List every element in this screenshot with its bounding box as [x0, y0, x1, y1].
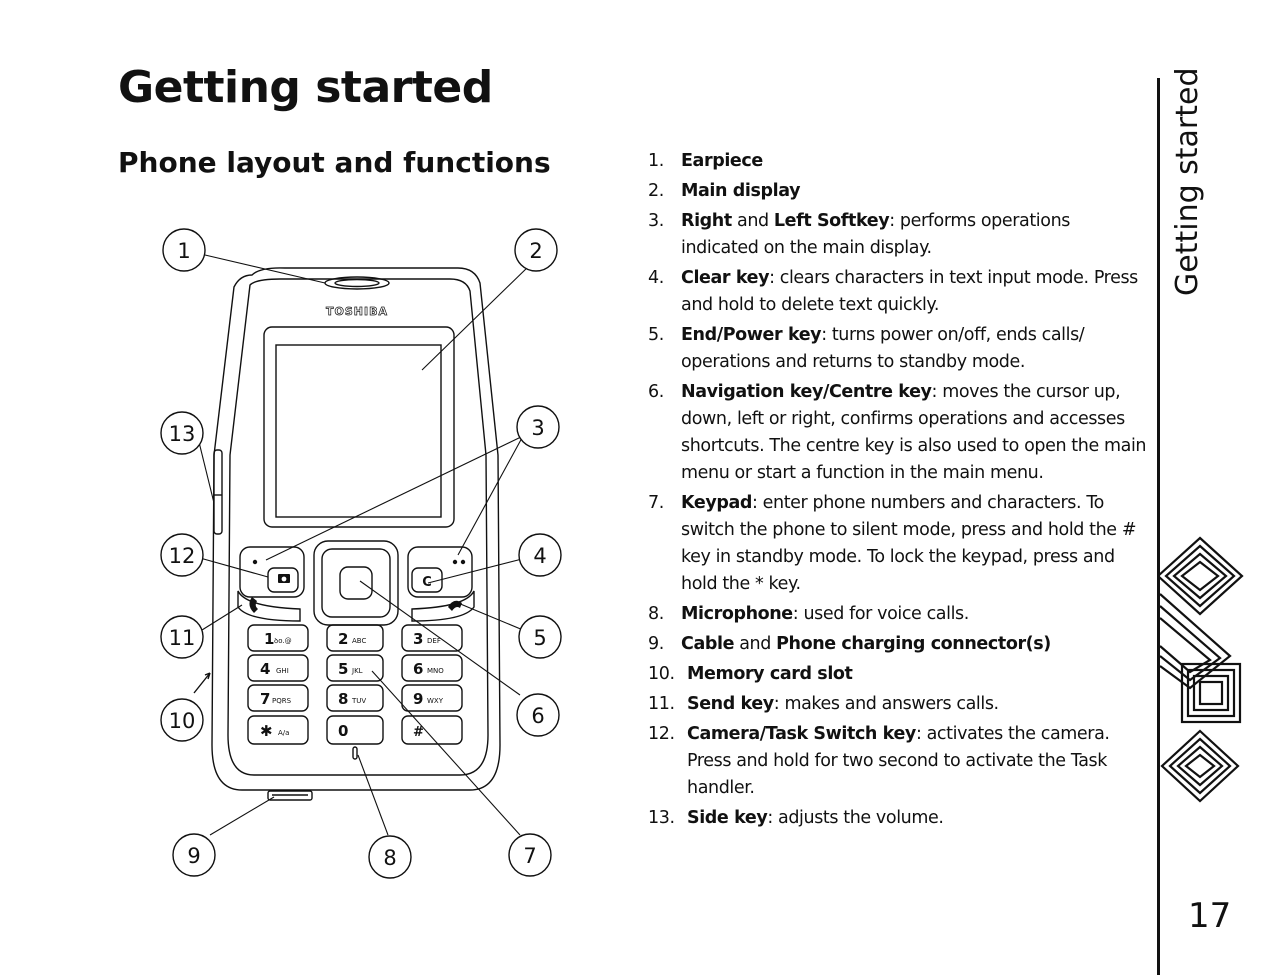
key-3-label: 3 [413, 630, 424, 648]
key-5-label: 5 [338, 660, 349, 678]
function-description: : used for voice calls. [792, 604, 969, 624]
svg-text:4: 4 [533, 544, 547, 568]
page-number: 17 [1188, 896, 1232, 936]
side-tab: Getting started [1170, 67, 1205, 296]
function-term: Left Softkey [773, 211, 890, 231]
function-number: 1. [648, 151, 664, 171]
function-number: 4. [648, 268, 664, 288]
svg-text:11: 11 [168, 626, 196, 650]
function-item [648, 631, 1150, 658]
function-item [648, 721, 1150, 802]
key-2-label: 2 [338, 630, 349, 648]
display-frame [264, 327, 454, 527]
function-description: : clears characters in text input mode. Press and hold to delete text quickly. [681, 268, 1138, 315]
centre-key [340, 567, 372, 599]
function-item [648, 322, 1150, 376]
key-6-label: 6 [413, 660, 424, 678]
function-description: and [731, 211, 774, 231]
section-title: Phone layout and functions [118, 146, 551, 179]
function-number: 7. [648, 493, 664, 513]
function-item [648, 265, 1150, 319]
callout-6 [517, 694, 559, 736]
callout-13 [161, 412, 203, 454]
function-term: Memory card slot [687, 664, 853, 684]
function-description: : moves the cursor up, down, left or right, confirms operations and accesses shortcuts. The centre key is also used to open the main menu or start a function in the main menu. [681, 382, 1147, 483]
function-term: Navigation key/Centre key [681, 382, 932, 402]
key-7-label: 7 [260, 690, 271, 708]
function-list [648, 148, 1150, 835]
function-description: and [734, 634, 777, 654]
key-1-sub: ꝺo.@ [274, 637, 292, 645]
function-item [648, 379, 1150, 487]
function-item [648, 148, 1150, 175]
function-description: : turns power on/off, ends calls/ operations and returns to standby mode. [681, 325, 1085, 372]
callout-1 [163, 229, 205, 271]
callout-3 [517, 406, 559, 448]
svg-text:1: 1 [177, 239, 191, 263]
function-item [648, 178, 1150, 205]
svg-text:3: 3 [531, 416, 545, 440]
function-description: : performs operations indicated on the main display. [681, 211, 1070, 258]
callout-2 [515, 229, 557, 271]
key-9-sub: WXY [427, 697, 443, 705]
function-description: : activates the camera. Press and hold for two second to activate the Task handler. [687, 724, 1110, 798]
key-3-sub: DEF [427, 637, 441, 645]
key-5-sub: JKL [352, 667, 363, 675]
key-2-sub: ABC [352, 637, 367, 645]
function-term: Main display [681, 181, 801, 201]
decorative-pattern [1160, 536, 1246, 816]
key-7-sub: PQRS [272, 697, 292, 705]
key-4-label: 4 [260, 660, 271, 678]
function-number: 5. [648, 325, 664, 345]
svg-text:10: 10 [168, 709, 196, 733]
key-0 [327, 716, 383, 744]
clear-key-label: C [422, 575, 432, 590]
leader-lines [198, 255, 530, 835]
function-number: 12. [648, 724, 675, 744]
function-number: 10. [648, 664, 675, 684]
key-star-label: ✱ [260, 722, 273, 740]
function-number: 9. [648, 634, 664, 654]
function-item [648, 661, 1150, 688]
function-description: : adjusts the volume. [767, 808, 944, 828]
phone-illustration [150, 225, 570, 890]
function-number: 8. [648, 604, 664, 624]
navigation-key [314, 541, 398, 625]
key-star-sub: A/a [278, 729, 290, 737]
key-hash-label: # [413, 725, 424, 740]
brand-logo: TOSHIBA [326, 305, 388, 318]
callout-5 [519, 616, 561, 658]
svg-text:13: 13 [168, 422, 196, 446]
key-8-label: 8 [338, 690, 349, 708]
svg-text:5: 5 [533, 626, 547, 650]
svg-text:2: 2 [529, 239, 543, 263]
function-number: 13. [648, 808, 675, 828]
function-item [648, 208, 1150, 262]
key-1-label: 1 [264, 630, 275, 648]
function-term: Send key [687, 694, 774, 714]
svg-text:8: 8 [383, 846, 397, 870]
function-term: Phone charging connector(s) [776, 634, 1051, 654]
side-rule [1157, 78, 1160, 975]
side-key [214, 450, 222, 534]
function-item [648, 691, 1150, 718]
function-term: Camera/Task Switch key [687, 724, 916, 744]
svg-text:6: 6 [531, 704, 545, 728]
function-description: : enter phone numbers and characters. To switch the phone to silent mode, press and hold the # key in standby mode. To lock the keypad, press and hold the * key. [681, 493, 1137, 594]
function-number: 6. [648, 382, 664, 402]
key-8-sub: TUV [352, 697, 367, 705]
microphone [353, 747, 357, 759]
function-term: Cable [681, 634, 735, 654]
key-0-label: 0 [338, 722, 349, 740]
callout-4 [519, 534, 561, 576]
svg-text:12: 12 [168, 544, 196, 568]
function-term: Right [681, 211, 732, 231]
svg-text:7: 7 [523, 844, 537, 868]
function-term: Earpiece [681, 151, 763, 171]
function-item [648, 490, 1150, 598]
phone-layout-figure [150, 225, 570, 890]
function-item [648, 805, 1150, 832]
key-9-label: 9 [413, 690, 424, 708]
function-number: 3. [648, 211, 664, 231]
key-hash [402, 716, 462, 744]
callout-10 [161, 699, 203, 741]
callout-12 [161, 534, 203, 576]
function-term: Microphone [681, 604, 793, 624]
send-key [238, 591, 300, 621]
memory-card-arrow [194, 673, 210, 693]
svg-text:9: 9 [187, 844, 201, 868]
callout-11 [161, 616, 203, 658]
callout-9 [173, 834, 215, 876]
key-4-sub: GHI [276, 667, 289, 675]
function-term: Clear key [681, 268, 770, 288]
function-term: End/Power key [681, 325, 822, 345]
page-title: Getting started [118, 62, 493, 113]
function-term: Keypad [681, 493, 752, 513]
function-number: 2. [648, 181, 664, 201]
main-display [276, 345, 441, 517]
function-term: Side key [687, 808, 768, 828]
callout-7 [509, 834, 551, 876]
function-description: : makes and answers calls. [773, 694, 999, 714]
callout-8 [369, 836, 411, 878]
function-item [648, 601, 1150, 628]
function-number: 11. [648, 694, 675, 714]
key-6-sub: MNO [427, 667, 444, 675]
